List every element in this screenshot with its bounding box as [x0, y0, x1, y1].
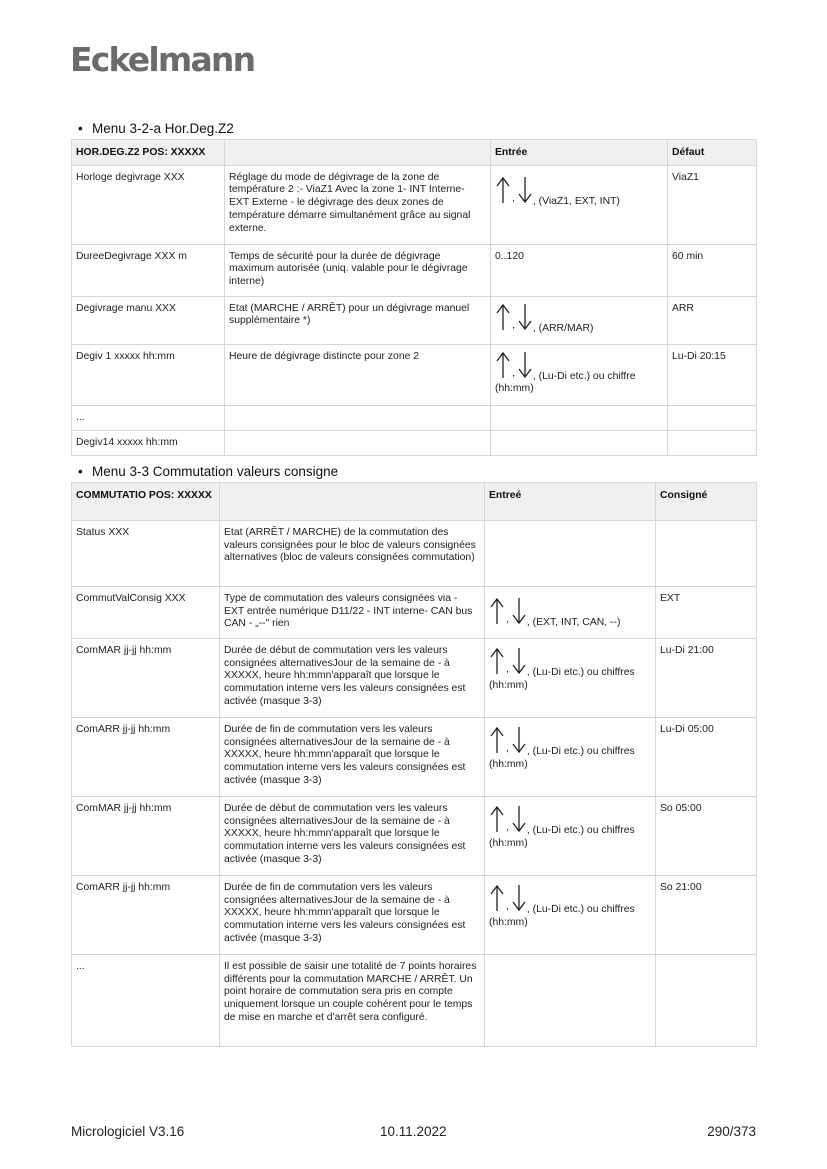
header-cell: Défaut: [668, 140, 757, 166]
entry-cell: [485, 718, 656, 797]
arrow-pair: [489, 726, 527, 754]
default-cell: [668, 405, 757, 430]
table-header-row: [72, 140, 757, 166]
table-row: [72, 587, 757, 639]
bullet-icon: •: [78, 121, 83, 136]
default-cell: [656, 521, 757, 587]
entry-text: , (Lu-Di etc.) ou chiffres (hh:mm): [489, 667, 635, 691]
entry-cell: [485, 587, 656, 639]
footer-page-number: 290/373: [707, 1124, 756, 1139]
arrow-up-icon: [489, 884, 505, 912]
table-row: [72, 639, 757, 718]
param-cell: ComARR jj-jj hh:mm: [72, 718, 220, 797]
desc-cell: Durée de fin de commutation vers les valeurs consignées alternativesJour de la semaine de - à XXXXX, heure hh:mmn'apparaît que lorsque le commutation interne vers les valeurs consignées est activée (masque 3-3): [220, 876, 485, 955]
default-cell: EXT: [656, 587, 757, 639]
footer-software-version: Micrologiciel V3.16: [71, 1124, 185, 1139]
header-cell: COMMUTATIO POS: XXXXX: [72, 483, 220, 521]
default-cell: ARR: [668, 296, 757, 344]
table-hor-deg-z2: [71, 139, 757, 456]
arrow-pair: [489, 884, 527, 912]
entry-separator: ,: [512, 192, 515, 204]
entry-cell: 0..120: [491, 244, 668, 296]
header-cell: Entreé: [485, 483, 656, 521]
arrow-up-icon: [489, 805, 505, 833]
arrow-down-icon: [511, 884, 527, 912]
table-row: [72, 344, 757, 405]
footer-date: 10.11.2022: [380, 1124, 447, 1139]
arrow-pair: [495, 176, 533, 204]
entry-separator: ,: [506, 614, 509, 625]
header-cell: [225, 140, 491, 166]
param-cell: ComMAR jj-jj hh:mm: [72, 797, 220, 876]
arrow-up-icon: [495, 176, 511, 204]
table-row: [72, 405, 757, 430]
param-cell: Degivrage manu XXX: [72, 296, 225, 344]
arrow-pair: [489, 647, 527, 675]
table-row: [72, 244, 757, 296]
arrow-up-icon: [489, 726, 505, 754]
arrow-down-icon: [517, 351, 533, 379]
header-cell: Entrée: [491, 140, 668, 166]
header-cell: [220, 483, 485, 521]
table-row: [72, 955, 757, 1047]
entry-separator: ,: [512, 367, 515, 379]
bullet-icon: •: [78, 464, 83, 479]
param-cell: Degiv14 xxxxx hh:mm: [72, 430, 225, 455]
arrow-down-icon: [511, 647, 527, 675]
arrow-up-icon: [495, 303, 511, 331]
desc-cell: Etat (ARRÊT / MARCHE) de la commutation des valeurs consignées pour le bloc de valeurs consignées alternatives (bloc de valeurs consignées commutation): [220, 521, 485, 587]
desc-cell: Réglage du mode de dégivrage de la zone de température 2 :- ViaZ1 Avec la zone 1- INT Interne- EXT Externe - le dégivrage des deux zones de température démarre simultanément grâce au signal externe.: [225, 165, 491, 244]
desc-cell: Heure de dégivrage distincte pour zone 2: [225, 344, 491, 405]
entry-cell: [485, 639, 656, 718]
entry-cell: [491, 344, 668, 405]
arrow-up-icon: [489, 597, 505, 625]
param-cell: CommutValConsig XXX: [72, 587, 220, 639]
default-cell: So 05:00: [656, 797, 757, 876]
entry-text: , (Lu-Di etc.) ou chiffres (hh:mm): [489, 825, 635, 849]
desc-cell: Temps de sécurité pour la durée de dégivrage maximum autorisée (uniq. valable pour le dégivrage interne): [225, 244, 491, 296]
table-commutation: [71, 482, 757, 1047]
entry-separator: ,: [512, 319, 515, 331]
table-row: [72, 718, 757, 797]
header-cell: Consigné: [656, 483, 757, 521]
default-cell: 60 min: [668, 244, 757, 296]
param-cell: ComARR jj-jj hh:mm: [72, 876, 220, 955]
param-cell: DureeDegivrage XXX m: [72, 244, 225, 296]
arrow-up-icon: [489, 647, 505, 675]
entry-cell: [485, 797, 656, 876]
entry-text: , (EXT, INT, CAN, --): [526, 617, 621, 628]
section-title-text: Menu 3-3 Commutation valeurs consigne: [92, 464, 339, 479]
arrow-down-icon: [511, 726, 527, 754]
entry-separator: ,: [506, 743, 509, 754]
arrow-pair: [489, 597, 527, 625]
section-title-commutation: [78, 464, 338, 479]
desc-cell: Durée de début de commutation vers les valeurs consignées alternativesJour de la semaine de - à XXXXX, heure hh:mmn'apparaît que lorsque le commutation interne vers les valeurs consignées est activée (masque 3-3): [220, 797, 485, 876]
entry-separator: ,: [506, 822, 509, 833]
entry-cell: [485, 876, 656, 955]
param-cell: ...: [72, 405, 225, 430]
desc-cell: Durée de début de commutation vers les valeurs consignées alternativesJour de la semaine de - à XXXXX, heure hh:mmn'apparaît que lorsque le commutation interne vers les valeurs consignées est activée (masque 3-3): [220, 639, 485, 718]
desc-cell: Etat (MARCHE / ARRÊT) pour un dégivrage manuel supplémentaire *): [225, 296, 491, 344]
desc-cell: Durée de fin de commutation vers les valeurs consignées alternativesJour de la semaine de - à XXXXX, heure hh:mmn'apparaît que lorsque le commutation interne vers les valeurs consignées est activée (masque 3-3): [220, 718, 485, 797]
default-cell: ViaZ1: [668, 165, 757, 244]
param-cell: ComMAR jj-jj hh:mm: [72, 639, 220, 718]
table-row: [72, 296, 757, 344]
table-row: [72, 165, 757, 244]
default-cell: Lu-Di 21:00: [656, 639, 757, 718]
param-cell: ...: [72, 955, 220, 1047]
entry-cell: [491, 296, 668, 344]
default-cell: So 21:00: [656, 876, 757, 955]
desc-cell: Type de commutation des valeurs consignées via - EXT entrée numérique D11/22 - INT interne- CAN bus CAN - „--" rien: [220, 587, 485, 639]
entry-cell: [491, 165, 668, 244]
param-cell: Degiv 1 xxxxx hh:mm: [72, 344, 225, 405]
section-title-hor-deg-z2: [78, 121, 234, 136]
entry-text: , (ARR/MAR): [532, 322, 594, 334]
table-row: [72, 521, 757, 587]
desc-cell: Il est possible de saisir une totalité de 7 points horaires différents pour la commutation MARCHE / ARRÊT. Un point horaire de commutation sera pris en compte uniquement lorsque un couple cohérent pour le temps de mise en marche et d'arrêt sera configuré.: [220, 955, 485, 1047]
entry-cell: [491, 430, 668, 455]
company-logo: Eckelmann: [70, 40, 255, 79]
entry-separator: ,: [506, 901, 509, 912]
arrow-up-icon: [495, 351, 511, 379]
entry-cell: [491, 405, 668, 430]
entry-separator: ,: [506, 664, 509, 675]
param-cell: Horloge degivrage XXX: [72, 165, 225, 244]
default-cell: [668, 430, 757, 455]
arrow-pair: [495, 303, 533, 331]
entry-text: , (Lu-Di etc.) ou chiffres (hh:mm): [489, 746, 635, 770]
arrow-down-icon: [511, 597, 527, 625]
arrow-down-icon: [517, 176, 533, 204]
default-cell: Lu-Di 20:15: [668, 344, 757, 405]
entry-cell: [485, 521, 656, 587]
desc-cell: [225, 430, 491, 455]
table-row: [72, 797, 757, 876]
header-cell: HOR.DEG.Z2 POS: XXXXX: [72, 140, 225, 166]
arrow-pair: [495, 351, 533, 379]
arrow-down-icon: [517, 303, 533, 331]
default-cell: [656, 955, 757, 1047]
entry-text: , (Lu-Di etc.) ou chiffres (hh:mm): [489, 904, 635, 928]
section-title-text: Menu 3-2-a Hor.Deg.Z2: [92, 121, 234, 136]
default-cell: Lu-Di 05:00: [656, 718, 757, 797]
desc-cell: [225, 405, 491, 430]
entry-cell: [485, 955, 656, 1047]
param-cell: Status XXX: [72, 521, 220, 587]
arrow-pair: [489, 805, 527, 833]
arrow-down-icon: [511, 805, 527, 833]
entry-text: , (ViaZ1, EXT, INT): [532, 195, 620, 207]
entry-text: , (Lu-Di etc.) ou chiffre (hh:mm): [495, 370, 636, 395]
table-row: [72, 876, 757, 955]
table-row: [72, 430, 757, 455]
table-header-row: [72, 483, 757, 521]
